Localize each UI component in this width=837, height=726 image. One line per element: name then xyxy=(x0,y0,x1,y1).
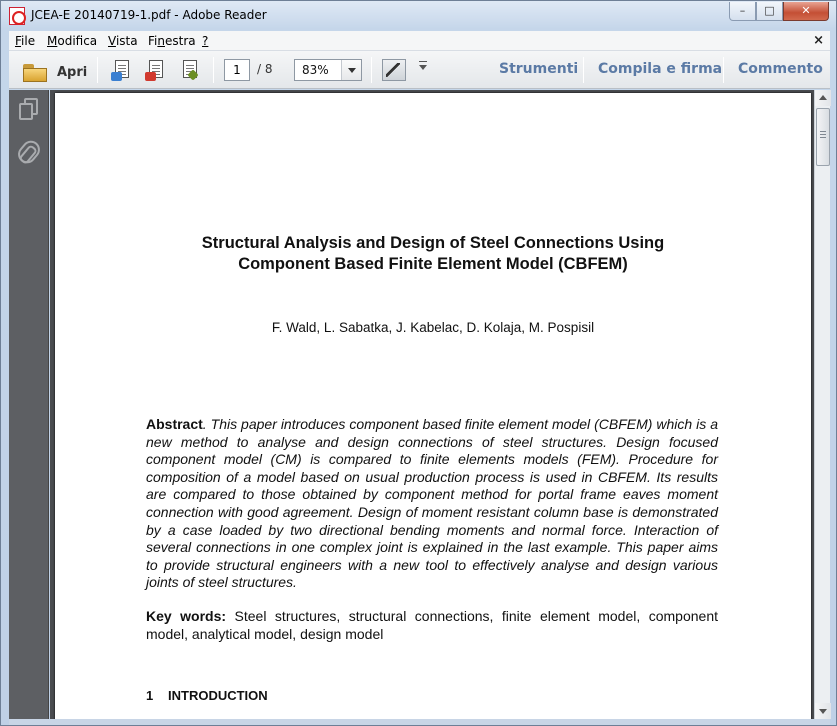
close-button[interactable]: ✕ xyxy=(783,2,829,21)
title-bar xyxy=(1,1,836,31)
bottom-frame xyxy=(9,719,830,725)
document-close-button[interactable]: × xyxy=(813,33,824,48)
open-label: Apri xyxy=(57,65,88,80)
toolbar-more-icon[interactable] xyxy=(419,65,427,74)
window-title: JCEA-E 20140719-1.pdf - Adobe Reader xyxy=(31,8,267,22)
navigation-pane xyxy=(9,90,49,719)
toolbar-separator xyxy=(213,57,214,83)
tab-strumenti[interactable]: Strumenti xyxy=(499,61,579,77)
toolbar xyxy=(9,51,830,89)
attachments-icon[interactable] xyxy=(14,137,43,167)
paper-title-line-2: Component Based Finite Element Model (CBFEM) xyxy=(238,255,628,273)
zoom-value: 83% xyxy=(302,63,329,77)
toolbar-separator xyxy=(723,57,724,83)
menu-file[interactable]: File xyxy=(15,34,36,48)
tab-compila-e-firma[interactable]: Compila e firma xyxy=(598,61,723,77)
scroll-up-icon[interactable] xyxy=(815,90,831,106)
abstract-paragraph xyxy=(146,416,718,592)
abstract-text: . This paper introduces component based finite element model (CBFEM) which is a new method to analyse and design connections of steel structures. Design focused component model (CM) is compared to finite elements models (FEM). Procedure for composition of a model based on usual production process is used in CBFEM. Its results are compared to those obtained by component method for portal frame eaves moment connection with good agreement. Design of moment resistant column base is demonstrated by a case loaded by two directional bending moments and normal force. Interaction of several connections in one complex joint is explained in the last example. This paper aims to provide structural engineers with a new tool to effectively analyse and design various joints of steel structures. xyxy=(146,416,718,591)
menu-modifica[interactable]: Modifica xyxy=(47,34,98,48)
section-number: 1 xyxy=(146,688,154,703)
page-total: / 8 xyxy=(257,62,273,76)
paper-authors: F. Wald, L. Sabatka, J. Kabelac, D. Kolaja, M. Pospisil xyxy=(271,320,595,335)
scroll-thumb[interactable] xyxy=(816,108,830,166)
toolbar-separator xyxy=(97,57,98,83)
chevron-down-icon[interactable] xyxy=(341,60,361,80)
vertical-scrollbar[interactable] xyxy=(814,90,830,719)
paper-title xyxy=(55,233,811,275)
fit-page-icon[interactable] xyxy=(382,59,406,81)
page-number-input[interactable]: 1 xyxy=(224,59,250,81)
pdf-page xyxy=(55,93,811,719)
edit-pdf-icon[interactable] xyxy=(179,59,201,81)
paper-title-line-1: Structural Analysis and Design of Steel Connections Using xyxy=(201,234,665,252)
toolbar-separator xyxy=(371,57,372,83)
open-button[interactable] xyxy=(13,54,89,86)
toolbar-separator xyxy=(583,57,584,83)
menu-finestra[interactable]: Finestra xyxy=(148,34,196,48)
folder-icon xyxy=(23,64,47,82)
create-pdf-icon[interactable] xyxy=(111,59,133,81)
minimize-button[interactable]: – xyxy=(729,2,756,21)
scroll-down-icon[interactable] xyxy=(815,703,831,719)
keywords-text: Steel structures, structural connections, finite element model, component model, analytical model, design model xyxy=(146,608,718,642)
page-thumbnails-icon[interactable] xyxy=(19,98,39,120)
document-view[interactable] xyxy=(50,90,814,719)
section-heading xyxy=(146,688,268,703)
menu-vista[interactable]: Vista xyxy=(108,34,138,48)
export-pdf-icon[interactable] xyxy=(145,59,167,81)
menu-help[interactable]: ? xyxy=(202,34,209,48)
keywords-label: Key words: xyxy=(146,608,227,624)
section-title: INTRODUCTION xyxy=(168,688,268,703)
abstract-label: Abstract xyxy=(146,416,203,432)
keywords-paragraph xyxy=(146,608,718,643)
menu-bar xyxy=(9,31,830,51)
pdf-icon xyxy=(9,7,25,25)
zoom-select[interactable] xyxy=(294,59,362,81)
tab-commento[interactable]: Commento xyxy=(738,61,823,77)
maximize-button[interactable]: □ xyxy=(756,2,783,21)
